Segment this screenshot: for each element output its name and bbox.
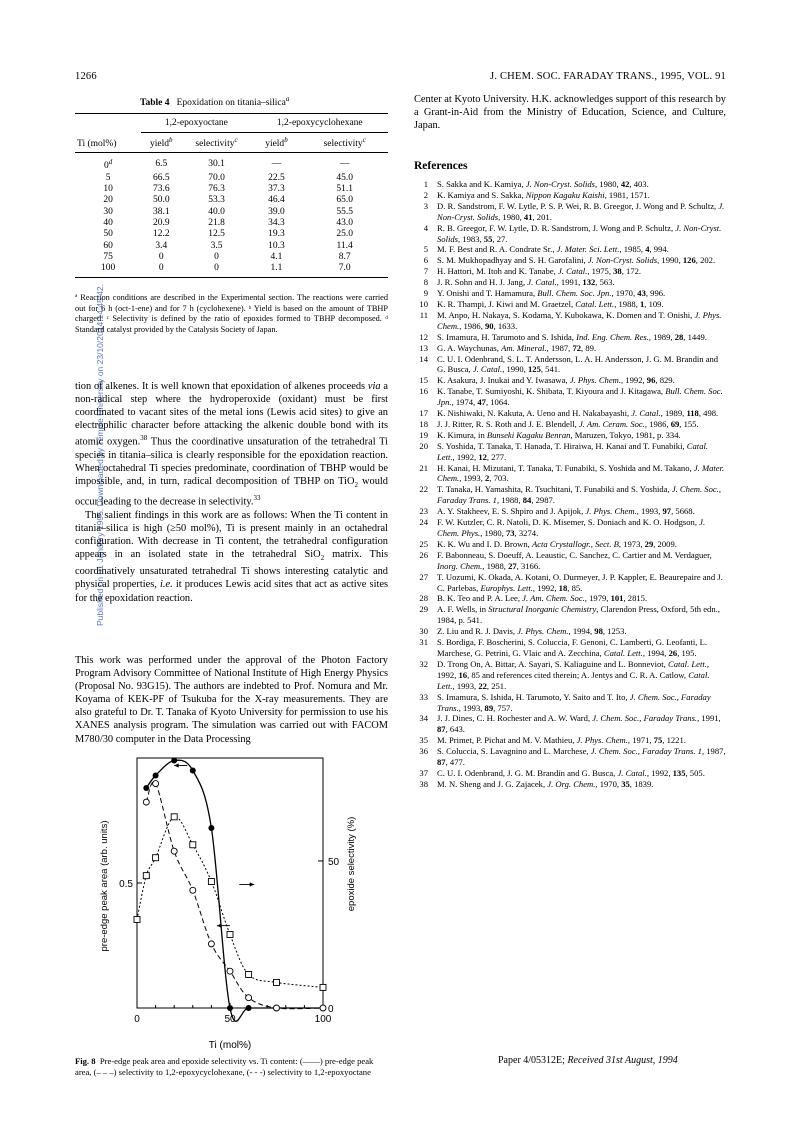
x-tick-label: 50 xyxy=(224,1014,236,1025)
body-right: Center at Kyoto University. H.K. acknowledges support of this research by a Grant-in-Aid from the Ministry of Education, Science, and Culture, Japan. xyxy=(414,94,726,132)
reference-number: 32 xyxy=(419,658,428,669)
reference-item xyxy=(414,343,726,354)
reference-text: F. Babonneau, S. Doeuff, A. Leaustic, C. Sanchez, C. Cartier and M. Verdaguer, Inorg. Chem., 1988, 27, 3166. xyxy=(437,549,712,571)
cell-selectivity-2: 55.5 xyxy=(336,206,353,217)
cell-ti: 100 xyxy=(100,263,116,274)
reference-text: S. Yoshida, T. Tanaka, T. Hanada, T. Hiraiwa, H. Kanai and T. Funabiki, Catal. Lett., 1992, 12, 277. xyxy=(437,440,709,462)
paragraph-1: tion of alkenes. It is well known that epoxidation of alkenes proceeds via a non-radical step where the hydroperoxide (oxidant) must be first coordinated to vacant sites of the metal ions (Lewis acid sites) to give an electrophilic character before attacking the alkenic double bond with its atomic oxygen.$^{38}$ Thus the coordinative unsaturation of the tetrahedral Ti species in titania–silica is clearly responsible for the epoxidation reaction. When octahedral Ti species predominate, coordination of TBHP would be impossible, and, in turn, radical decomposition of TBHP on TiO$_2$ would occur leading to the decrease in selectivity.$^{33}$ xyxy=(75,381,388,508)
table-row xyxy=(75,184,388,195)
data-point-open-circle xyxy=(208,941,214,947)
reference-item xyxy=(414,190,726,201)
cell-selectivity-1: 0 xyxy=(214,251,219,262)
cell-yield-2: 19.3 xyxy=(268,229,285,240)
reference-number: 10 xyxy=(419,298,428,309)
cell-yield-2: 37.3 xyxy=(268,184,285,195)
reference-number: 16 xyxy=(419,386,428,397)
reference-text: K. Kimura, in Bunseki Kagaku Benran, Maruzen, Tokyo, 1981, p. 334. xyxy=(437,429,681,440)
data-point-open-square xyxy=(227,931,233,937)
paragraph-3: This work was performed under the approval of the Photon Factory Program Advisory Committee of National Institute of High Energy Physics (Proposal No. 93G15). The authors are indebted to Prof. Nomura and Mr. Koyama of KEK-PF of Tsukuba for the X-ray measurements. They are also grateful to Dr. T. Tanaka of Kyoto University for permission to use his XANES analysis program. The simulation was carried out with FACOM M780/30 computer in the Data Processing xyxy=(75,655,388,745)
reference-number: 28 xyxy=(419,593,428,604)
table-title: Epoxidation on titania–silica xyxy=(176,98,286,109)
reference-item xyxy=(414,408,726,419)
cell-yield-1: 20.9 xyxy=(152,217,170,228)
reference-item xyxy=(414,604,726,626)
data-point-open-square xyxy=(320,984,326,990)
reference-text: C. U. I. Odenbrand, J. G. M. Brandin and G. Busca, J. Catal., 1992, 135, 505. xyxy=(437,767,705,778)
data-point-open-circle xyxy=(274,1005,280,1011)
reference-number: 24 xyxy=(419,517,428,528)
cell-yield-2: 46.4 xyxy=(268,195,285,206)
table-label: Table 4 xyxy=(140,98,170,109)
data-point-open-circle xyxy=(153,781,159,787)
data-point-filled-circle xyxy=(208,825,214,831)
cell-ti: 0$^d$ xyxy=(103,158,113,172)
references-list xyxy=(414,179,726,790)
reference-text: K. Tanabe, T. Sumiyoshi, K. Shibata, T. Kiyoura and J. Kitagawa, Bull. Chem. Soc. Jpn., 1974, 47, 1064. xyxy=(437,386,723,408)
axis-arrow-right-head xyxy=(250,882,255,886)
cell-selectivity-2: 51.1 xyxy=(336,184,353,195)
cell-yield-1: 38.1 xyxy=(152,206,170,217)
reference-number: 20 xyxy=(419,440,428,451)
cell-ti: 5 xyxy=(105,172,111,183)
data-point-open-circle xyxy=(227,968,233,974)
data-point-filled-circle xyxy=(143,785,149,791)
reference-item xyxy=(414,463,726,485)
reference-text: R. B. Greegor, F. W. Lytle, D. R. Sandstrom, J. Wong and P. Schultz, J. Non-Cryst. Solids, 1983, 55, 27. xyxy=(437,222,722,244)
data-point-open-square xyxy=(190,842,196,848)
reference-item xyxy=(414,288,726,299)
reference-item xyxy=(414,375,726,386)
reference-number: 21 xyxy=(419,462,428,473)
cell-yield-1: 3.4 xyxy=(155,240,168,251)
reference-text: M. F. Best and R. A. Condrate Sr., J. Mater. Sci. Lett., 1985, 4, 994. xyxy=(437,244,669,255)
cell-ti: 20 xyxy=(103,195,113,206)
reference-item xyxy=(414,735,726,746)
reference-item xyxy=(414,506,726,517)
data-point-open-square xyxy=(171,814,177,820)
reference-text: M. Anpo, H. Nakaya, S. Kodama, Y. Kubokawa, K. Domen and T. Onishi, J. Phys. Chem., 1986, 90, 1633. xyxy=(437,309,722,331)
figure-8-chart xyxy=(75,750,395,1050)
reference-item xyxy=(414,637,726,659)
cell-yield-1: 50.0 xyxy=(152,195,170,206)
table-row xyxy=(75,218,388,229)
reference-item xyxy=(414,517,726,539)
acknowledgement xyxy=(75,654,388,746)
references-heading: References xyxy=(414,160,468,172)
reference-item xyxy=(414,746,726,768)
table-row xyxy=(75,173,388,184)
reference-item xyxy=(414,659,726,692)
reference-item xyxy=(414,441,726,463)
reference-text: M. N. Sheng and J. G. Zajacek, J. Org. Chem., 1970, 35, 1839. xyxy=(437,778,654,789)
cell-yield-1: 6.5 xyxy=(155,159,168,170)
table-row xyxy=(75,241,388,252)
reference-item xyxy=(414,779,726,790)
cell-selectivity-1: 0 xyxy=(214,263,219,274)
table-row xyxy=(75,207,388,218)
reference-text: S. Bordiga, F. Boscherini, S. Coluccia, F. Genoni, C. Lamberti, G. Leofanti, L. Marchese, G. Petrini, G. Vlaic and A. Zecchina, Catal. Lett., 1994, 26, 195. xyxy=(437,637,708,658)
reference-item xyxy=(414,223,726,245)
cell-selectivity-1: 53.3 xyxy=(208,195,225,206)
cell-selectivity-1: 40.0 xyxy=(208,206,225,217)
reference-text: A. F. Wells, in Structural Inorganic Chemistry, Clarendon Press, Oxford, 5th edn., 1984, p. 541. xyxy=(437,604,720,626)
reference-text: G. A. Waychunas, Am. Mineral., 1987, 72, 89. xyxy=(437,342,597,353)
cell-ti: 50 xyxy=(103,229,113,240)
reference-item xyxy=(414,310,726,332)
series-line-3 xyxy=(137,817,323,988)
reference-text: Y. Onishi and T. Hamamura, Bull. Chem. Soc. Jpn., 1970, 43, 996. xyxy=(437,288,666,299)
cell-yield-1: 66.5 xyxy=(152,172,170,183)
table-row xyxy=(75,263,388,274)
reference-number: 3 xyxy=(423,200,428,211)
table-title-sup: a xyxy=(285,95,290,103)
reference-number: 31 xyxy=(419,637,428,648)
cell-selectivity-2: 7.0 xyxy=(338,263,351,274)
reference-number: 33 xyxy=(419,691,428,702)
cell-selectivity-1: 21.8 xyxy=(208,217,225,228)
reference-item xyxy=(414,550,726,572)
cell-yield-2: 4.1 xyxy=(270,251,283,262)
cell-yield-1: 0 xyxy=(158,251,164,262)
table-row xyxy=(75,229,388,240)
reference-item xyxy=(414,768,726,779)
cell-selectivity-2: 25.0 xyxy=(336,229,353,240)
figure-caption xyxy=(75,1056,388,1077)
reference-number: 35 xyxy=(419,735,428,746)
cell-selectivity-1: 30.1 xyxy=(208,159,225,170)
y-left-tick-label: 0.5 xyxy=(119,879,133,890)
paragraph-2: The salient findings in this work are as follows: When the Ti content in titania–silica is high (≥50 mol%), Ti is present mainly in an octahedral configuration. With decrease in Ti content, the tetrahedral configuration appears in an isolated state in the tetrahedral SiO$_2$ matrix. This coordinatively unsaturated tetrahedral Ti shows interesting catalytic and physical properties, i.e. it produces Lewis acid sites that act as active sites for the epoxidation reaction. xyxy=(75,509,389,604)
reference-text: C. U. I. Odenbrand, S. L. T. Andersson, L. A. H. Andersson, J. G. M. Brandin and G. Busca, J. Catal., 1990, 125, 541. xyxy=(437,353,719,375)
group-header-epoxycyclohexane: 1,2-epoxycyclohexane xyxy=(252,118,388,133)
reference-text: K. K. Wu and I. D. Brown, Acta Crystallogr., Sect. B, 1973, 29, 2009. xyxy=(437,538,677,549)
reference-text: K. Kamiya and S. Sakka, Nippon Kagaku Kaishi, 1981, 1571. xyxy=(437,189,650,200)
cell-ti: 30 xyxy=(103,206,113,217)
reference-item xyxy=(414,484,726,506)
reference-number: 22 xyxy=(419,484,428,495)
reference-number: 36 xyxy=(419,746,428,757)
reference-text: D. R. Sandstrom, F. W. Lytle, P. S. P. Wei, R. B. Greegor, J. Wong and P. Schultz, J. Non-Cryst. Solids, 1980, 41, 201. xyxy=(437,200,725,222)
cell-selectivity-2: 43.0 xyxy=(336,217,353,228)
reference-text: S. M. Mukhopadhyay and S. H. Garofalini, J. Non-Cryst. Solids, 1990, 126, 202. xyxy=(437,255,716,266)
table-row xyxy=(75,195,388,206)
col-header-ti: Ti (mol%) xyxy=(77,138,117,149)
col-header-selectivity-1: selectivity$^c$ xyxy=(195,136,238,150)
reference-text: J. J. Ritter, R. S. Roth and J. E. Blendell, J. Am. Ceram. Soc., 1986, 69, 155. xyxy=(437,418,699,429)
reference-number: 27 xyxy=(419,571,428,582)
reference-number: 38 xyxy=(419,778,428,789)
cell-ti: 60 xyxy=(103,240,113,251)
col-header-yield-1: yield$^b$ xyxy=(150,136,173,150)
reference-number: 13 xyxy=(419,342,428,353)
reference-item xyxy=(414,255,726,266)
reference-text: S. Sakka and K. Kamiya, J. Non-Cryst. Solids, 1980, 42, 403. xyxy=(437,179,649,189)
cell-ti: 75 xyxy=(103,251,113,262)
cell-yield-2: 10.3 xyxy=(268,240,285,251)
cell-yield-2: 22.5 xyxy=(268,172,285,183)
figure-caption-text: Pre-edge peak area and epoxide selectivity vs. Ti content: (——) pre-edge peak area, (– – –) selectivity to 1,2-epoxycyclohexane, (- - -) selectivity to 1,2-epoxyoctane xyxy=(75,1056,374,1077)
paper-info: Paper 4/05312E; Received 31st August, 1994 xyxy=(498,1055,678,1066)
axis-arrow-left-2-head xyxy=(217,923,222,927)
cell-yield-2: 34.3 xyxy=(268,217,285,228)
reference-item xyxy=(414,430,726,441)
reference-number: 30 xyxy=(419,626,428,637)
reference-number: 18 xyxy=(419,418,428,429)
reference-item xyxy=(414,244,726,255)
data-point-filled-circle xyxy=(153,773,159,779)
data-point-filled-circle xyxy=(227,1005,233,1011)
download-notice[interactable]: Published on 01 January 1995. Downloaded by Temple University on 23/10/2014 14:45:42. xyxy=(95,284,105,626)
reference-number: 23 xyxy=(419,506,428,517)
reference-item xyxy=(414,539,726,550)
reference-number: 9 xyxy=(423,288,428,299)
cell-yield-2: 39.0 xyxy=(268,206,285,217)
reference-number: 17 xyxy=(419,408,428,419)
data-point-open-square xyxy=(134,916,140,922)
cell-ti: 10 xyxy=(103,184,113,195)
reference-number: 4 xyxy=(423,222,428,233)
col-header-selectivity-2: selectivity$^c$ xyxy=(323,136,366,150)
page-number: 1266 xyxy=(75,71,97,82)
table-caption xyxy=(140,95,289,108)
group-header-epoxyoctane: 1,2-epoxyoctane xyxy=(141,118,251,133)
reference-item xyxy=(414,354,726,376)
data-point-open-circle xyxy=(246,995,252,1001)
y-axis-left-label: pre-edge peak area (arb. units) xyxy=(99,820,110,952)
data-point-open-square xyxy=(246,971,252,977)
cell-ti: 40 xyxy=(103,217,113,228)
cell-selectivity-2: 11.4 xyxy=(336,240,353,251)
cell-selectivity-2: 65.0 xyxy=(336,195,353,206)
reference-number: 25 xyxy=(419,538,428,549)
table-4 xyxy=(75,113,388,278)
data-point-open-circle xyxy=(320,1005,326,1011)
body-left xyxy=(75,380,388,605)
table-row xyxy=(75,157,388,172)
reference-text: J. J. Dines, C. H. Rochester and A. W. Ward, J. Chem. Soc., Faraday Trans., 1991, 87, 643. xyxy=(437,713,721,735)
reference-text: S. Imamura, H. Tarumoto and S. Ishida, Ind. Eng. Chem. Res., 1989, 28, 1449. xyxy=(437,331,707,342)
reference-text: M. Primet, P. Pichat and M. V. Mathieu, J. Phys. Chem., 1971, 75, 1221. xyxy=(437,735,686,746)
reference-item xyxy=(414,386,726,408)
reference-text: Z. Liu and R. J. Davis, J. Phys. Chem., 1994, 98, 1253. xyxy=(437,626,627,637)
reference-text: S. Coluccia, S. Lavagnino and L. Marchese, J. Chem. Soc., Faraday Trans. 1, 1987, 87, 477. xyxy=(437,746,726,768)
reference-text: T. Tanaka, H. Yamashita, R. Tsuchitani, T. Funabiki and S. Yoshida, J. Chem. Soc., Faraday Trans. 1, 1988, 84, 2987. xyxy=(437,484,721,506)
reference-number: 37 xyxy=(419,767,428,778)
reference-text: H. Kanai, H. Mizutani, T. Tanaka, T. Funabiki, S. Yoshida and M. Takano, J. Mater. Chem., 1993, 2, 703. xyxy=(437,462,725,484)
reference-number: 12 xyxy=(419,331,428,342)
reference-text: A. Y. Stakheev, E. S. Shpiro and J. Apijok, J. Phys. Chem., 1993, 97, 5668. xyxy=(437,506,695,517)
reference-item xyxy=(414,299,726,310)
reference-number: 2 xyxy=(423,189,428,200)
reference-item xyxy=(414,179,726,190)
reference-text: J. R. Sohn and H. J. Jang, J. Catal., 1991, 132, 563. xyxy=(437,277,615,288)
cell-selectivity-2: 45.0 xyxy=(336,172,353,183)
cell-yield-2: 1.1 xyxy=(270,263,283,274)
x-tick-label: 100 xyxy=(314,1014,332,1025)
axis-arrow-left-1-head xyxy=(174,763,179,767)
cell-yield-1: 73.6 xyxy=(152,184,170,195)
reference-number: 15 xyxy=(419,375,428,386)
reference-item xyxy=(414,266,726,277)
reference-number: 26 xyxy=(419,549,428,560)
cell-selectivity-2: — xyxy=(339,159,350,170)
reference-item xyxy=(414,277,726,288)
cell-selectivity-2: 8.7 xyxy=(338,251,351,262)
reference-number: 8 xyxy=(423,277,428,288)
reference-number: 1 xyxy=(423,179,428,189)
reference-text: K. Nishiwaki, N. Kakuta, A. Ueno and H. Nakabayashi, J. Catal., 1989, 118, 498. xyxy=(437,408,719,419)
series-line-1 xyxy=(146,760,323,1021)
reference-number: 19 xyxy=(419,429,428,440)
reference-number: 29 xyxy=(419,604,428,615)
reference-item xyxy=(414,201,726,223)
journal-header: J. CHEM. SOC. FARADAY TRANS., 1995, VOL. 91 xyxy=(490,71,726,82)
cell-yield-2: — xyxy=(271,159,282,170)
table-footnote: ª Reaction conditions are described in the Experimental section. The reactions were carried out for 6 h (oct-1-ene) and for 7 h (cyclohexene). ᵇ Yield is based on the amount of TBHP charged. ᶜ Selectivity is defined by the ratio of epoxides formed to TBHP decomposed. ᵈ Standard catalyst provided by the Catalysis Society of Japan. xyxy=(75,293,388,334)
table-row xyxy=(75,252,388,263)
data-point-open-square xyxy=(208,879,214,885)
y-right-tick-label: 50 xyxy=(328,856,340,868)
cell-selectivity-1: 12.5 xyxy=(208,229,225,240)
reference-number: 14 xyxy=(419,353,428,364)
reference-text: K. R. Thampi, J. Kiwi and M. Graetzel, Catal. Lett., 1988, 1, 109. xyxy=(437,298,664,309)
y-right-tick-label: 0 xyxy=(328,1004,334,1015)
cell-selectivity-1: 76.3 xyxy=(208,184,225,195)
x-axis-label: Ti (mol%) xyxy=(208,1040,252,1050)
data-point-filled-circle xyxy=(171,758,177,764)
reference-item xyxy=(414,332,726,343)
reference-text: K. Asakura, J. Inukai and Y. Iwasawa, J. Phys. Chem., 1992, 96, 829. xyxy=(437,375,675,386)
data-point-open-circle xyxy=(143,799,149,805)
data-point-filled-circle xyxy=(190,768,196,774)
reference-number: 7 xyxy=(423,266,428,277)
reference-number: 6 xyxy=(423,255,428,266)
reference-item xyxy=(414,419,726,430)
reference-item xyxy=(414,713,726,735)
reference-number: 34 xyxy=(419,713,428,724)
x-tick-label: 0 xyxy=(134,1014,140,1025)
cell-yield-1: 0 xyxy=(158,263,164,274)
reference-text: B. K. Teo and P. A. Lee, J. Am. Chem. Soc., 1979, 101, 2815. xyxy=(437,593,648,604)
reference-item xyxy=(414,593,726,604)
figure-label: Fig. 8 xyxy=(75,1056,96,1066)
reference-item xyxy=(414,692,726,714)
cell-selectivity-1: 3.5 xyxy=(210,240,223,251)
reference-number: 5 xyxy=(423,244,428,255)
data-point-open-square xyxy=(143,873,149,879)
reference-number: 11 xyxy=(419,309,428,320)
data-point-open-circle xyxy=(190,887,196,893)
data-point-open-square xyxy=(153,855,159,861)
reference-text: S. Imamura, S. Ishida, H. Tarumoto, Y. Saito and T. Ito, J. Chem. Soc., Faraday Trans., 1993, 89, 757. xyxy=(437,691,711,713)
reference-item xyxy=(414,572,726,594)
reference-text: T. Uozumi, K. Okada, A. Kotani, O. Durmeyer, J. P. Kappler, E. Beaurepaire and J. C. Parlebas, Europhys. Lett., 1992, 18, 85. xyxy=(437,571,723,593)
y-axis-right-label: epoxide selectivity (%) xyxy=(346,816,357,912)
data-point-filled-circle xyxy=(246,1005,252,1011)
col-header-yield-2: yield$^b$ xyxy=(265,136,288,150)
reference-item xyxy=(414,626,726,637)
reference-text: D. Trong On, A. Bittar, A. Sayari, S. Kaliaguine and L. Bonneviot, Catal. Lett., 1992, 16, 85 and references cited therein; A. Jentys and C. R. A. Catlow, Catal. Lett., 1993, 22, 251. xyxy=(437,658,710,691)
data-point-open-circle xyxy=(171,848,177,854)
reference-text: H. Hattori, M. Itoh and K. Tanabe, J. Catal., 1975, 38, 172. xyxy=(437,266,642,277)
cell-yield-1: 12.2 xyxy=(152,229,170,240)
reference-text: F. W. Kutzler, C. R. Natoli, D. K. Misemer, S. Doniach and K. O. Hodgson, J. Chem. Phys., 1980, 73, 3274. xyxy=(437,517,706,538)
data-point-open-square xyxy=(274,979,280,985)
cell-selectivity-1: 70.0 xyxy=(208,172,225,183)
